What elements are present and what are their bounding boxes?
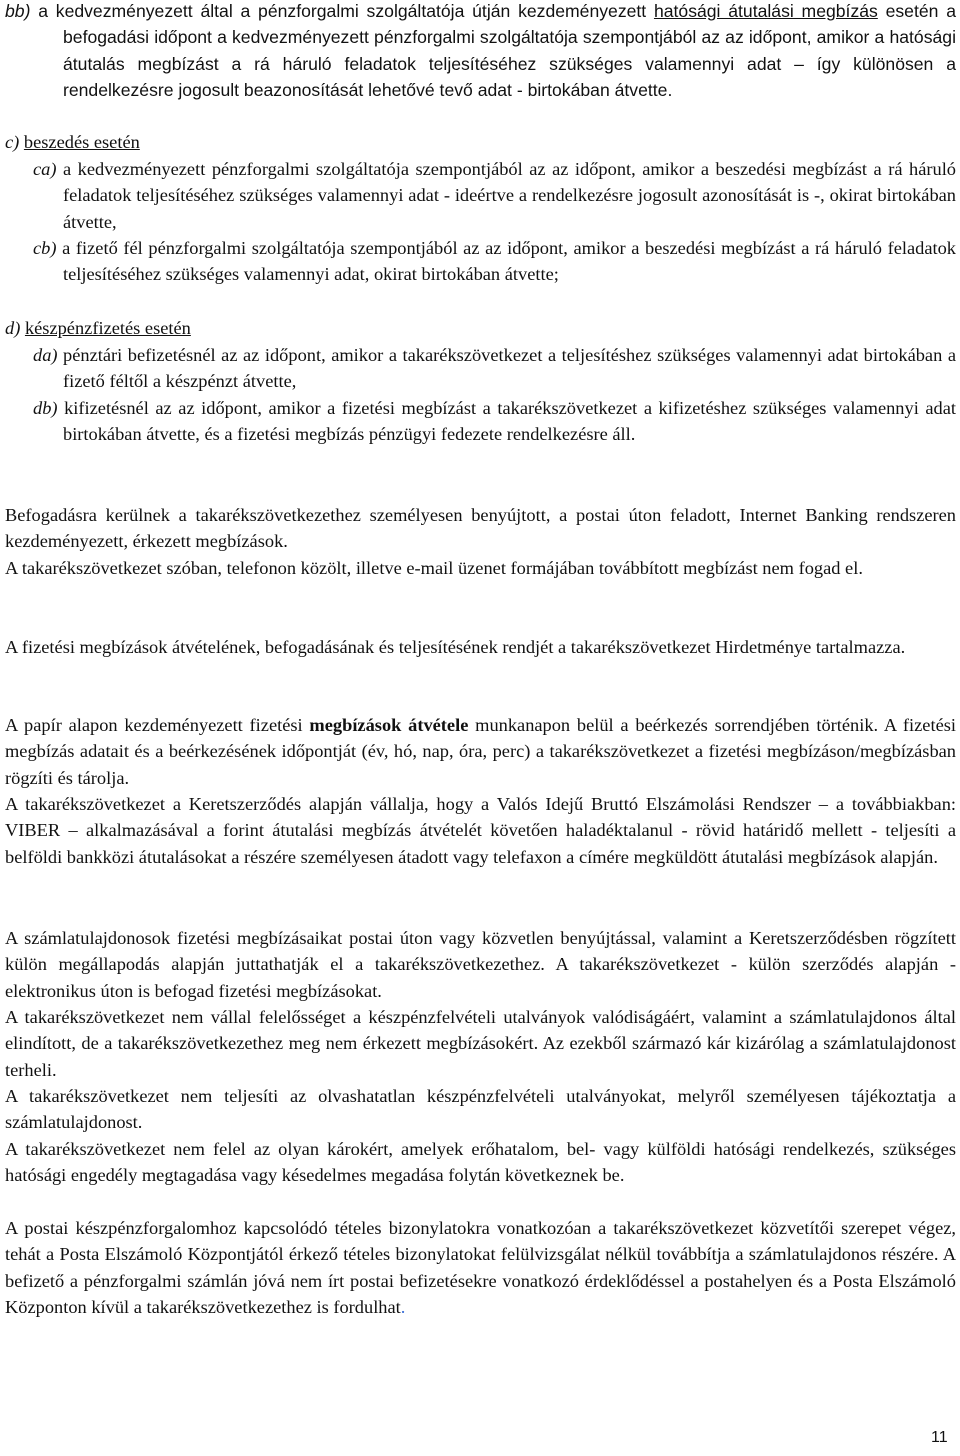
item-d-title: készpénzfizetés esetén: [24, 318, 191, 338]
item-ca-label: ca): [33, 159, 57, 179]
paragraph-papir-alapon-text-2: munkanapon belül a beérkezés sorrendjében történik. A fizetési megbízás adatait és a beérkezésének időpontját (év, hó, nap, óra, perc) a takarékszövetkezet a fizetési megbízáson/megbízásban rögzíti és tárolja.: [5, 715, 956, 788]
hatosagi-atutalas-link[interactable]: hatósági átutalási megbízás: [653, 1, 878, 21]
item-bb-text-1: a kedvezményezett által a pénzforgalmi szolgáltatója útján kezdeményezett: [30, 1, 654, 21]
paragraph-felelosseg: A takarékszövetkezet nem vállal felelősséget a készpénzfelvételi utalványok valódiságáért, valamint a számlatulajdonos által elindított, de a takarékszövetkezethez meg nem érkezett megbízásokért. Az ezekből származó kár kizárólag a számlatulajdonost terheli.: [5, 1007, 956, 1080]
item-cb: [33, 235, 956, 288]
item-ca-text: a kedvezményezett pénzforgalmi szolgáltatója szempontjából az az időpont, amikor a beszedési megbízást a rá háruló feladatok teljesítéséhez szükséges valamennyi adat - ideértve a rendelkezésre jogosult azonosítását is -, okirat birtokában átvette,: [56, 159, 956, 232]
paragraph-postai-period: .: [400, 1297, 406, 1318]
paragraph-olvashatatlan: A takarékszövetkezet nem teljesíti az olvashatatlan készpénzfelvételi utalványokat, melyről személyesen tájékoztatja a számlatulajdonost.: [5, 1086, 956, 1133]
paragraph-karok: A takarékszövetkezet nem felel az olyan károkért, amelyek erőhatalom, bel- vagy külföldi hatósági rendelkezés, szükséges hatósági engedély megtagadása vagy késedelmes megadása folytán következnek be.: [5, 1139, 956, 1186]
item-d-heading: [5, 315, 956, 341]
paragraph-viber: A takarékszövetkezet a Keretszerződés alapján vállalja, hogy a Valós Idejű Bruttó Elszámolási Rendszer – a továbbiakban: VIBER – alkalmazásával a forint átutalási megbízás átvételét követően haladéktalanul - rövid határidő mellett - teljesíti a belföldi bankközi átutalásokat a részére személyesen átadott vagy telefaxon a címére megküldött átutalási megbízások alapján.: [5, 794, 956, 867]
paragraph-befogadas: Befogadásra kerülnek a takarékszövetkezethez személyesen benyújtott, a postai úton feladott, Internet Banking rendszeren kezdeményezett, érkezett megbízások.: [5, 505, 956, 552]
page-number: 11: [931, 1429, 948, 1446]
paragraph-papir-alapon-text-1: A papír alapon kezdeményezett fizetési: [5, 715, 310, 735]
item-da-label: da): [33, 345, 58, 365]
item-ca: [33, 156, 956, 235]
paragraph-postai: [5, 1215, 956, 1321]
paragraph-hirdetmeny: A fizetési megbízások átvételének, befogadásának és teljesítésének rendjét a takarékszövetkezet Hirdetménye tartalmazza.: [5, 637, 906, 657]
item-cb-text: a fizető fél pénzforgalmi szolgáltatója szempontjából az az időpont, amikor a beszedési megbízást a rá háruló feladatok teljesítéséhez szükséges valamennyi adat, okirat birtokában átvette;: [56, 238, 956, 285]
paragraph-postai-text: A postai készpénzforgalomhoz kapcsolódó tételes bizonylatokra vonatkozóan a takarékszövetkezet közvetítői szerepet végez, tehát a Posta Elszámoló Központjától érkező tételes bizonylatokat felülvizsgálat nélkül továbbítja a számlatulajdonos részére. A befizető a pénzforgalmi számlán jóvá nem írt postai befizetésekre vonatkozó érdeklődéssel a postahelyen és a Posta Elszámoló Központon kívül a takarékszövetkezethez is fordulhat: [5, 1218, 956, 1318]
item-c-label: c): [5, 132, 20, 152]
paragraph-nem-fogad-el: A takarékszövetkezet szóban, telefonon közölt, illetve e-mail üzenet formájában továbbított megbízást nem fogad el.: [5, 558, 863, 578]
paragraph-papir-alapon: [5, 712, 956, 791]
item-da: [33, 342, 956, 395]
item-db-text: kifizetésnél az az időpont, amikor a fizetési megbízást a takarékszövetkezet a kifizetéshez szükséges valamennyi adat birtokában átvette, és a fizetési megbízás pénzügyi fedezete rendelkezésre áll.: [57, 398, 956, 445]
item-db-label: db): [33, 398, 58, 418]
item-da-text: pénztári befizetésnél az az időpont, amikor a takarékszövetkezet a teljesítéshez szükséges valamennyi adat birtokában a fizető féltől a készpénzt átvette,: [57, 345, 956, 392]
item-c-heading: [5, 129, 956, 155]
item-d-label: d): [5, 318, 21, 338]
item-db: [33, 395, 956, 448]
item-bb: [5, 0, 956, 104]
item-c-title: beszedés esetén: [23, 132, 140, 152]
megbizasok-atvetele-bold: megbízások átvétele: [309, 715, 469, 735]
paragraph-szamlatulajdonosok: A számlatulajdonosok fizetési megbízásaikat postai úton vagy közvetlen benyújtással, valamint a Keretszerződésben rögzített külön megállapodás alapján juttathatják el a takarékszövetkezethez. A takarékszövetkezet - külön szerződés alapján - elektronikus úton is befogad fizetési megbízásokat.: [5, 928, 956, 1001]
item-bb-text-2: esetén a befogadási időpont a kedvezményezett pénzforgalmi szolgáltatója szempontjából az az időpont, amikor a hatósági átutalás megbízást a rá háruló feladatok teljesítéséhez szükséges valamennyi adat – így különösen a rendelkezésre jogosult beazonosítását lehetővé tevő adat - birtokában átvette.: [63, 1, 956, 101]
item-bb-label: bb): [5, 1, 31, 21]
item-cb-label: cb): [33, 238, 57, 258]
